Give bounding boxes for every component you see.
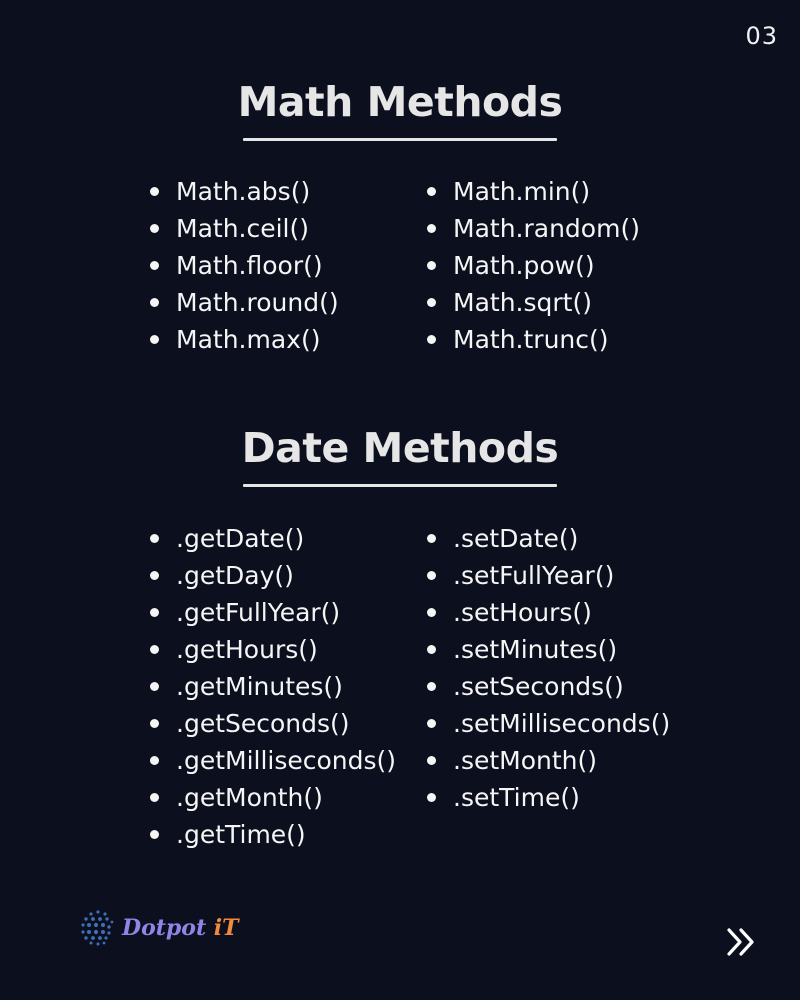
method-item <box>150 321 427 358</box>
bullet-icon <box>427 534 436 543</box>
method-name: Math.round() <box>176 288 339 317</box>
bullet-icon <box>150 534 159 543</box>
page-number: 03 <box>745 22 778 50</box>
method-item <box>150 816 427 853</box>
method-name: .getMilliseconds() <box>176 746 397 775</box>
method-name: .setTime() <box>453 783 580 812</box>
bullet-icon <box>427 298 436 307</box>
bullet-icon <box>427 756 436 765</box>
method-name: Math.random() <box>453 214 640 243</box>
method-name: Math.max() <box>176 325 321 354</box>
date-methods-section <box>0 424 800 487</box>
method-item <box>427 321 640 358</box>
method-item <box>427 247 640 284</box>
method-item <box>150 173 427 210</box>
method-item <box>150 668 427 705</box>
method-name: .getMinutes() <box>176 672 343 701</box>
method-name: Math.abs() <box>176 177 311 206</box>
bullet-icon <box>150 719 159 728</box>
method-name: .getFullYear() <box>176 598 341 627</box>
method-name: .setMonth() <box>453 746 598 775</box>
method-item <box>427 631 670 668</box>
bullet-icon <box>427 571 436 580</box>
bullet-icon <box>150 187 159 196</box>
bullet-icon <box>427 187 436 196</box>
date-methods-left-column <box>150 520 427 853</box>
method-item <box>427 557 670 594</box>
method-item <box>150 520 427 557</box>
method-name: .setSeconds() <box>453 672 624 701</box>
method-item <box>150 631 427 668</box>
method-name: .setMilliseconds() <box>453 709 671 738</box>
dotted-globe-icon <box>78 908 118 948</box>
method-name: .getSeconds() <box>176 709 350 738</box>
bullet-icon <box>150 224 159 233</box>
date-methods-list <box>150 520 670 853</box>
bullet-icon <box>427 261 436 270</box>
bullet-icon <box>150 682 159 691</box>
bullet-icon <box>427 608 436 617</box>
bullet-icon <box>150 608 159 617</box>
bullet-icon <box>150 335 159 344</box>
method-item <box>150 284 427 321</box>
math-methods-right-column <box>427 173 640 358</box>
method-item <box>427 284 640 321</box>
method-item <box>150 779 427 816</box>
method-item <box>150 210 427 247</box>
bullet-icon <box>150 571 159 580</box>
method-item <box>150 705 427 742</box>
method-name: .setFullYear() <box>453 561 615 590</box>
bullet-icon <box>150 793 159 802</box>
brand-name-accent: iT <box>213 915 239 941</box>
method-item <box>150 594 427 631</box>
method-item <box>427 668 670 705</box>
method-name: Math.pow() <box>453 251 595 280</box>
brand-logo <box>78 908 239 948</box>
bullet-icon <box>150 645 159 654</box>
math-methods-title: Math Methods <box>237 78 563 126</box>
date-methods-title: Date Methods <box>241 424 559 472</box>
date-methods-right-column <box>427 520 670 853</box>
bullet-icon <box>427 719 436 728</box>
method-name: Math.min() <box>453 177 591 206</box>
bullet-icon <box>150 830 159 839</box>
bullet-icon <box>150 298 159 307</box>
bullet-icon <box>150 756 159 765</box>
bullet-icon <box>427 682 436 691</box>
method-item <box>150 247 427 284</box>
bullet-icon <box>427 793 436 802</box>
method-name: .setDate() <box>453 524 579 553</box>
method-name: Math.trunc() <box>453 325 609 354</box>
method-item <box>427 173 640 210</box>
next-page-button[interactable] <box>722 922 762 962</box>
method-name: .setMinutes() <box>453 635 618 664</box>
method-item <box>150 742 427 779</box>
method-name: .getTime() <box>176 820 306 849</box>
bullet-icon <box>150 261 159 270</box>
method-item <box>427 210 640 247</box>
math-title-underline <box>243 138 557 141</box>
math-methods-left-column <box>150 173 427 358</box>
bullet-icon <box>427 335 436 344</box>
bullet-icon <box>427 224 436 233</box>
method-name: Math.sqrt() <box>453 288 592 317</box>
method-item <box>427 742 670 779</box>
method-name: Math.floor() <box>176 251 323 280</box>
method-name: .setHours() <box>453 598 592 627</box>
method-item <box>427 779 670 816</box>
method-item <box>427 594 670 631</box>
brand-name <box>122 915 239 941</box>
method-name: .getMonth() <box>176 783 323 812</box>
date-title-underline <box>243 484 557 487</box>
math-methods-list <box>150 173 640 358</box>
method-item <box>150 557 427 594</box>
method-name: .getDate() <box>176 524 305 553</box>
bullet-icon <box>427 645 436 654</box>
math-methods-section <box>0 78 800 141</box>
method-name: Math.ceil() <box>176 214 310 243</box>
method-item <box>427 520 670 557</box>
double-chevron-right-icon <box>722 922 762 962</box>
method-name: .getHours() <box>176 635 318 664</box>
brand-name-main: Dotpot <box>122 915 214 941</box>
method-item <box>427 705 670 742</box>
method-name: .getDay() <box>176 561 294 590</box>
